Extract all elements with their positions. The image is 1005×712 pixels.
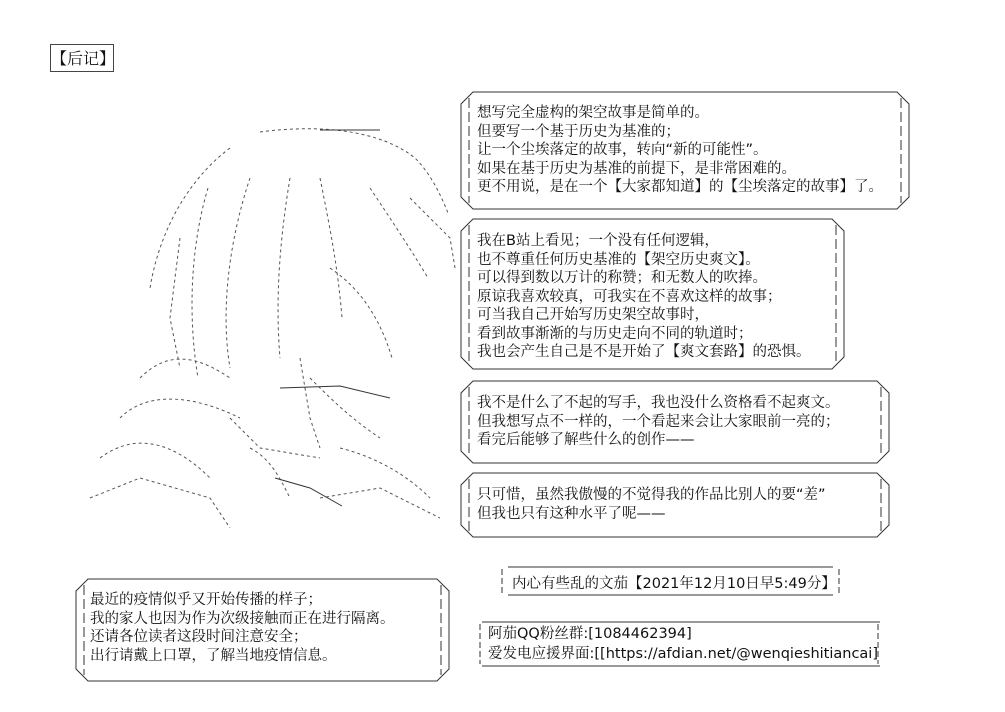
bubble-line: 如果在基于历史为基准的前提下，是非常困难的。 — [477, 160, 796, 177]
speech-bubble-3 — [455, 377, 895, 467]
fan-info-box — [476, 618, 886, 670]
signature-text: 内心有些乱的文茄【2021年12月10日早5:49分】 — [512, 576, 836, 592]
bubble-line: 可以得到数以万计的称赞；和无数人的吹捧。 — [477, 270, 767, 286]
speech-bubble-2 — [455, 215, 850, 373]
bubble-5-text — [90, 591, 395, 665]
bubble-line: 但要写一个基于历史为基准的； — [477, 123, 680, 140]
qq-group-line: 阿茄QQ粉丝群:[1084462394] — [488, 626, 692, 642]
bubble-1-text — [477, 104, 883, 197]
bubble-line: 更不用说，是在一个【大家都知道】的【尘埃落定的故事】了。 — [477, 179, 883, 195]
bubble-line: 让一个尘埃落定的故事，转向“新的可能性”。 — [477, 142, 768, 158]
speech-bubble-1 — [455, 88, 915, 213]
bubble-line: 可当我自己开始写历史架空故事时， — [477, 307, 709, 323]
afterword-tag: 【后记】 — [50, 44, 114, 72]
bubble-line: 也不尊重任何历史基准的【架空历史爽文】。 — [477, 251, 760, 268]
bubble-line: 看完后能够了解些什么的创作—— — [477, 432, 695, 448]
bubble-line: 还请各位读者这段时间注意安全； — [90, 629, 308, 645]
bubble-line: 但我也只有这种水平了呢—— — [477, 505, 666, 522]
fan-info-text — [488, 624, 878, 664]
bubble-line: 出行请戴上口罩，了解当地疫情信息。 — [90, 647, 337, 664]
speech-bubble-4 — [455, 469, 895, 541]
afdian-link-line: 爱发电应援界面:[[https://afdian.net/@wenqieshitiancai] — [488, 646, 878, 662]
bubble-4-text — [477, 486, 826, 523]
bubble-3-text — [477, 394, 840, 450]
figure-drawing — [80, 118, 460, 548]
speech-bubble-5 — [70, 575, 455, 685]
bubble-line: 我不是什么了不起的写手，我也没什么资格看不起爽文。 — [477, 395, 840, 411]
bubble-line: 只可惜，虽然我傲慢的不觉得我的作品比别人的要“差” — [477, 487, 826, 503]
bubble-line: 最近的疫情似乎又开始传播的样子； — [90, 592, 322, 608]
bubble-line: 我在B站上看见；一个没有任何逻辑， — [477, 233, 719, 249]
bubble-line: 我也会产生自己是不是开始了【爽文套路】的恐惧。 — [477, 344, 811, 360]
ascii-art-character — [80, 118, 460, 552]
bubble-line: 但我想写点不一样的，一个看起来会让大家眼前一亮的； — [477, 413, 840, 430]
bubble-line: 原谅我喜欢较真，可我实在不喜欢这样的故事； — [477, 288, 782, 305]
bubble-2-text — [477, 232, 811, 362]
bubble-line: 我的家人也因为作为次级接触而正在进行隔离。 — [90, 610, 395, 627]
signature-box — [498, 563, 843, 599]
bubble-line: 想写完全虚构的架空故事是简单的。 — [477, 105, 709, 121]
bubble-line: 看到故事渐渐的与历史走向不同的轨道时； — [477, 325, 753, 342]
